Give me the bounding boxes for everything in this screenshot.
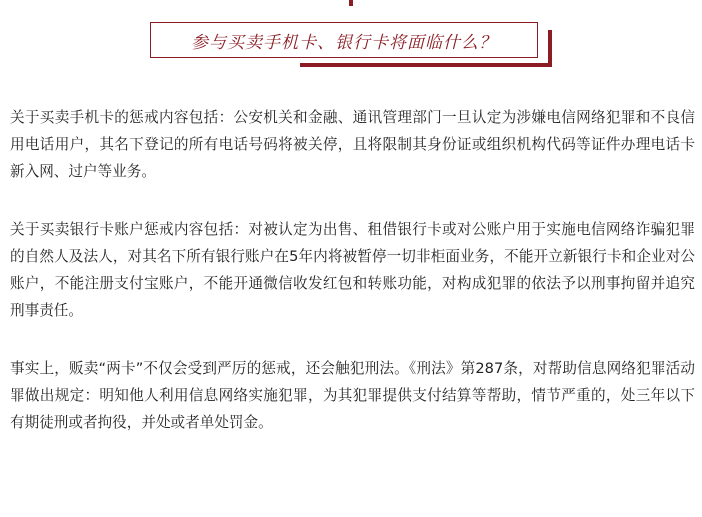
title-banner xyxy=(150,22,552,68)
title-frame-accent-bottom xyxy=(300,63,552,67)
title-frame-accent-right xyxy=(548,30,552,67)
article-body xyxy=(10,104,695,467)
page-title: 参与买卖手机卡、银行卡将面临什么？ xyxy=(191,32,497,53)
paragraph-phone-card-penalty: 关于买卖手机卡的惩戒内容包括：公安机关和金融、通讯管理部门一旦认定为涉嫌电信网络犯罪和不良信用电话用户，其名下登记的所有电话号码将被关停，且将限制其身份证或组织机构代码等证件办理电话卡新入网、过户等业务。 xyxy=(10,109,695,180)
paragraph-bank-card-penalty: 关于买卖银行卡账户惩戒内容包括：对被认定为出售、租借银行卡或对公账户用于实施电信网络诈骗犯罪的自然人及法人，对其名下所有银行账户在5年内将被暂停一切非柜面业务，不能开立新银行卡和企业对公账户，不能注册支付宝账户，不能开通微信收发红包和转账功能，对构成犯罪的依法予以刑事拘留并追究刑事责任。 xyxy=(10,221,695,319)
title-frame xyxy=(150,22,538,58)
top-decoration xyxy=(349,0,353,6)
paragraph-criminal-law: 事实上，贩卖“两卡”不仅会受到严厉的惩戒，还会触犯刑法。《刑法》第287条，对帮助信息网络犯罪活动罪做出规定：明知他人利用信息网络实施犯罪，为其犯罪提供支付结算等帮助，情节严重的，处三年以下有期徒刑或者拘役，并处或者单处罚金。 xyxy=(10,360,695,431)
